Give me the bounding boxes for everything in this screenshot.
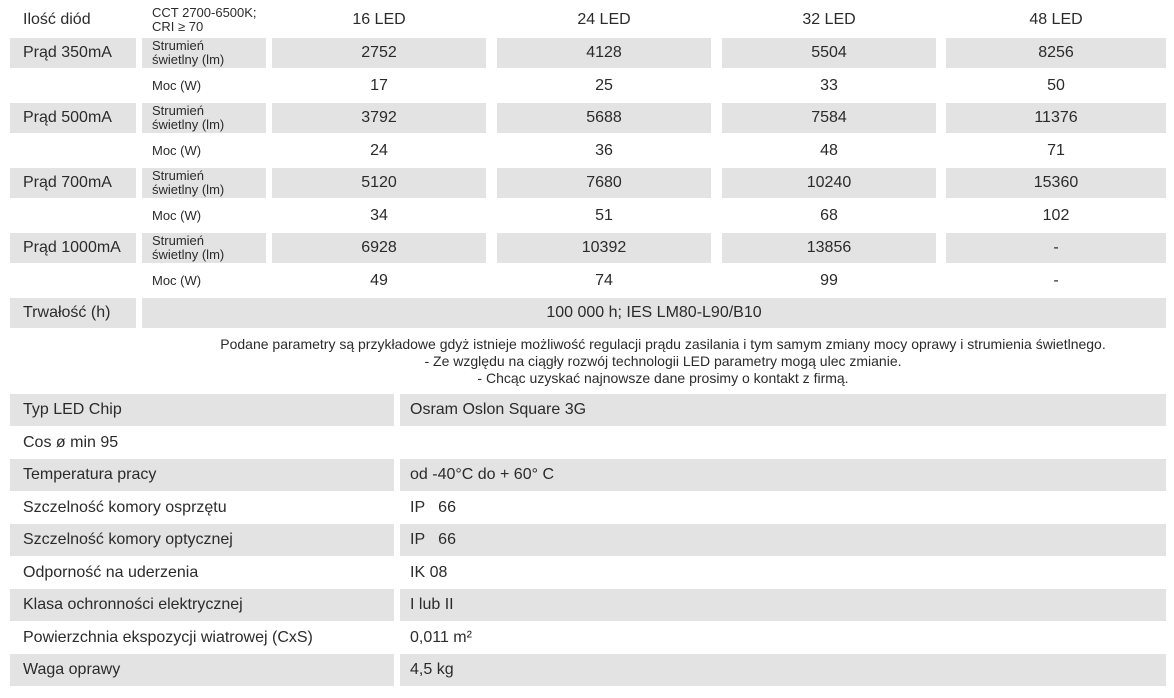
column-header: 16 LED <box>352 10 406 28</box>
power-label: Moc (W) <box>152 78 202 93</box>
cct-cri-label: CCT 2700-6500K; CRI ≥ 70 <box>152 4 257 34</box>
current-label: Prąd 700mA <box>10 168 136 198</box>
spec-label: Typ LED Chip <box>10 394 394 426</box>
power-value: 25 <box>595 77 613 94</box>
spec-value: od -40°C do + 60° C <box>400 459 1166 491</box>
spec-value: IP 66 <box>400 524 1166 556</box>
spec-label: Odporność na uderzenia <box>23 564 199 581</box>
power-value: 99 <box>820 272 838 289</box>
spec-value: Osram Oslon Square 3G <box>400 394 1166 426</box>
power-label: Moc (W) <box>152 143 202 158</box>
lifetime-value: 100 000 h; IES LM80-L90/B10 <box>142 298 1166 328</box>
flux-value: 8256 <box>946 38 1166 68</box>
spec-value: IP 66 <box>410 499 456 516</box>
flux-value: 13856 <box>722 233 936 263</box>
flux-value: 2752 <box>272 38 486 68</box>
power-value: 51 <box>595 207 613 224</box>
power-value: 74 <box>595 272 613 289</box>
power-label: Moc (W) <box>152 208 202 223</box>
spec-label: Klasa ochronności elektrycznej <box>10 589 394 621</box>
power-value: 71 <box>1047 142 1065 159</box>
spec-label: Cos ø min 95 <box>23 434 119 451</box>
flux-value: 15360 <box>946 168 1166 198</box>
power-value: 102 <box>1042 207 1070 224</box>
power-value: 68 <box>820 207 838 224</box>
flux-value: 4128 <box>497 38 711 68</box>
footnote: - Chcąc uzyskać najnowsze dane prosimy o kontakt z firmą. <box>477 370 849 386</box>
spec-label: Szczelność komory optycznej <box>10 524 394 556</box>
power-value: 48 <box>820 142 838 159</box>
footnote: - Ze względu na ciągły rozwój technologii LED parametry mogą ulec zmianie. <box>424 353 902 369</box>
flux-label: Strumień świetlny (lm) <box>142 233 266 263</box>
spec-value <box>400 427 1166 459</box>
power-value: 34 <box>370 207 388 224</box>
flux-value: 5120 <box>272 168 486 198</box>
flux-label: Strumień świetlny (lm) <box>142 168 266 198</box>
spec-value: IK 08 <box>410 564 448 581</box>
power-value: 17 <box>370 77 388 94</box>
spec-value: 4,5 kg <box>400 654 1166 686</box>
power-value: 50 <box>1047 77 1065 94</box>
power-value: 33 <box>820 77 838 94</box>
flux-label: Strumień świetlny (lm) <box>142 103 266 133</box>
flux-label: Strumień świetlny (lm) <box>142 38 266 68</box>
column-header: 48 LED <box>1029 10 1083 28</box>
flux-value: 10240 <box>722 168 936 198</box>
power-value: 49 <box>370 272 388 289</box>
flux-value: 11376 <box>946 103 1166 133</box>
flux-value: 10392 <box>497 233 711 263</box>
spec-label: Powierzchnia ekspozycji wiatrowej (CxS) <box>23 629 313 646</box>
flux-value: 7680 <box>497 168 711 198</box>
power-label: Moc (W) <box>152 273 202 288</box>
column-header: 32 LED <box>802 10 856 28</box>
flux-value: 5688 <box>497 103 711 133</box>
spec-value: I lub II <box>400 589 1166 621</box>
flux-value: 6928 <box>272 233 486 263</box>
flux-value: 7584 <box>722 103 936 133</box>
power-value: 36 <box>595 142 613 159</box>
spec-label: Szczelność komory osprzętu <box>23 499 227 516</box>
current-label: Prąd 500mA <box>10 103 136 133</box>
spec-label: Temperatura pracy <box>10 459 394 491</box>
footnote: Podane parametry są przykładowe gdyż istnieje możliwość regulacji prądu zasilania i tym samym zmiany mocy oprawy i strumienia świetlnego. <box>220 336 1106 352</box>
lifetime-label: Trwałość (h) <box>10 298 136 328</box>
column-header: 24 LED <box>577 10 631 28</box>
flux-value: - <box>946 233 1166 263</box>
power-value: - <box>1053 272 1059 289</box>
led-count-label: Ilość diód <box>23 10 91 28</box>
current-label: Prąd 350mA <box>10 38 136 68</box>
flux-value: 3792 <box>272 103 486 133</box>
spec-value: 0,011 m² <box>410 629 472 646</box>
current-label: Prąd 1000mA <box>10 233 136 263</box>
flux-value: 5504 <box>722 38 936 68</box>
power-value: 24 <box>370 142 388 159</box>
spec-label: Waga oprawy <box>10 654 394 686</box>
